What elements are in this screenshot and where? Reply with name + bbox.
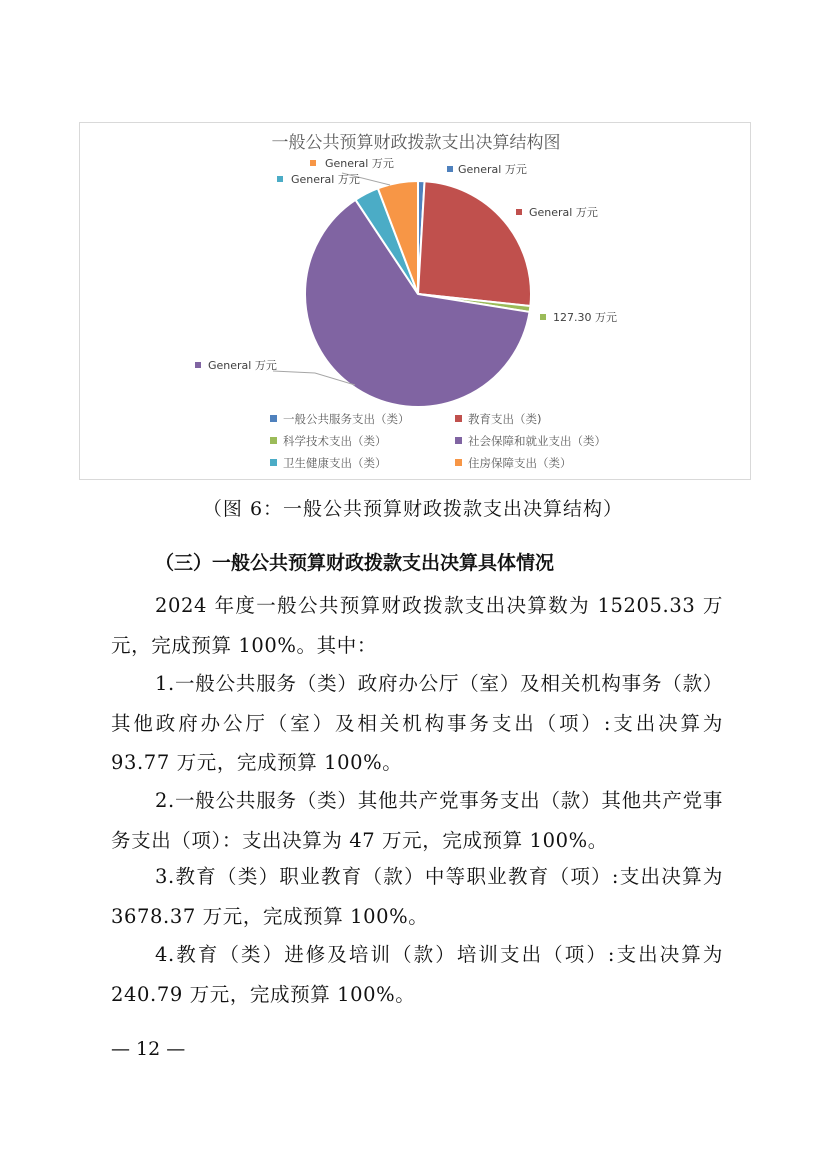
chart-title: 一般公共预算财政拨款支出决算结构图 (271, 133, 561, 153)
legend-entry: 教育支出（类) (468, 412, 542, 426)
figure-caption: （图 6：一般公共预算财政拨款支出决算结构） (202, 498, 624, 520)
data-label-marker (277, 176, 283, 182)
pie-chart-canvas (80, 123, 752, 481)
paragraph-item-4: 4.教育（类）进修及培训（款）培训支出（项）:支出决算为 240.79 万元，完成预算 100%。 (111, 943, 723, 1006)
legend-entry: 一般公共服务支出（类） (283, 412, 410, 426)
page-number: — 12 — (111, 1038, 186, 1060)
data-label-marker (310, 160, 316, 166)
legend-swatch (455, 459, 462, 466)
data-label: General 万元 (291, 173, 360, 186)
legend-swatch (270, 459, 277, 466)
paragraph-item-2: 2.一般公共服务（类）其他共产党事务支出（款）其他共产党事务支出（项）：支出决算为 47 万元，完成预算 100%。 (111, 789, 723, 852)
data-label: General 万元 (458, 163, 527, 176)
legend-swatch (270, 415, 277, 422)
section-heading: （三）一般公共预算财政拨款支出决算具体情况 (155, 552, 555, 574)
data-label: 127.30 万元 (553, 311, 617, 324)
paragraph-summary: 2024 年度一般公共预算财政拨款支出决算数为 15205.33 万元，完成预算 100%。其中： (111, 594, 723, 657)
data-label-marker (516, 209, 522, 215)
data-label-marker (447, 166, 453, 172)
legend-swatch (455, 415, 462, 422)
pie-chart (79, 122, 751, 480)
data-label-marker (195, 362, 201, 368)
data-label-marker (540, 314, 546, 320)
data-label: General 万元 (208, 359, 277, 372)
legend-entry: 住房保障支出（类） (468, 456, 572, 470)
legend-entry: 科学技术支出（类） (283, 434, 387, 448)
pie-slice (418, 181, 531, 306)
paragraph-item-1: 1.一般公共服务（类）政府办公厅（室）及相关机构事务（款）其他政府办公厅（室）及相关机构事务支出（项）:支出决算为 93.77 万元，完成预算 100%。 (111, 672, 723, 774)
data-label: General 万元 (529, 206, 598, 219)
legend-swatch (270, 437, 277, 444)
paragraph-item-3: 3.教育（类）职业教育（款）中等职业教育（项）:支出决算为 3678.37 万元，完成预算 100%。 (111, 865, 723, 928)
legend-entry: 社会保障和就业支出（类） (468, 434, 606, 448)
legend-entry: 卫生健康支出（类） (283, 456, 387, 470)
legend-swatch (455, 437, 462, 444)
data-label: General 万元 (325, 157, 394, 170)
